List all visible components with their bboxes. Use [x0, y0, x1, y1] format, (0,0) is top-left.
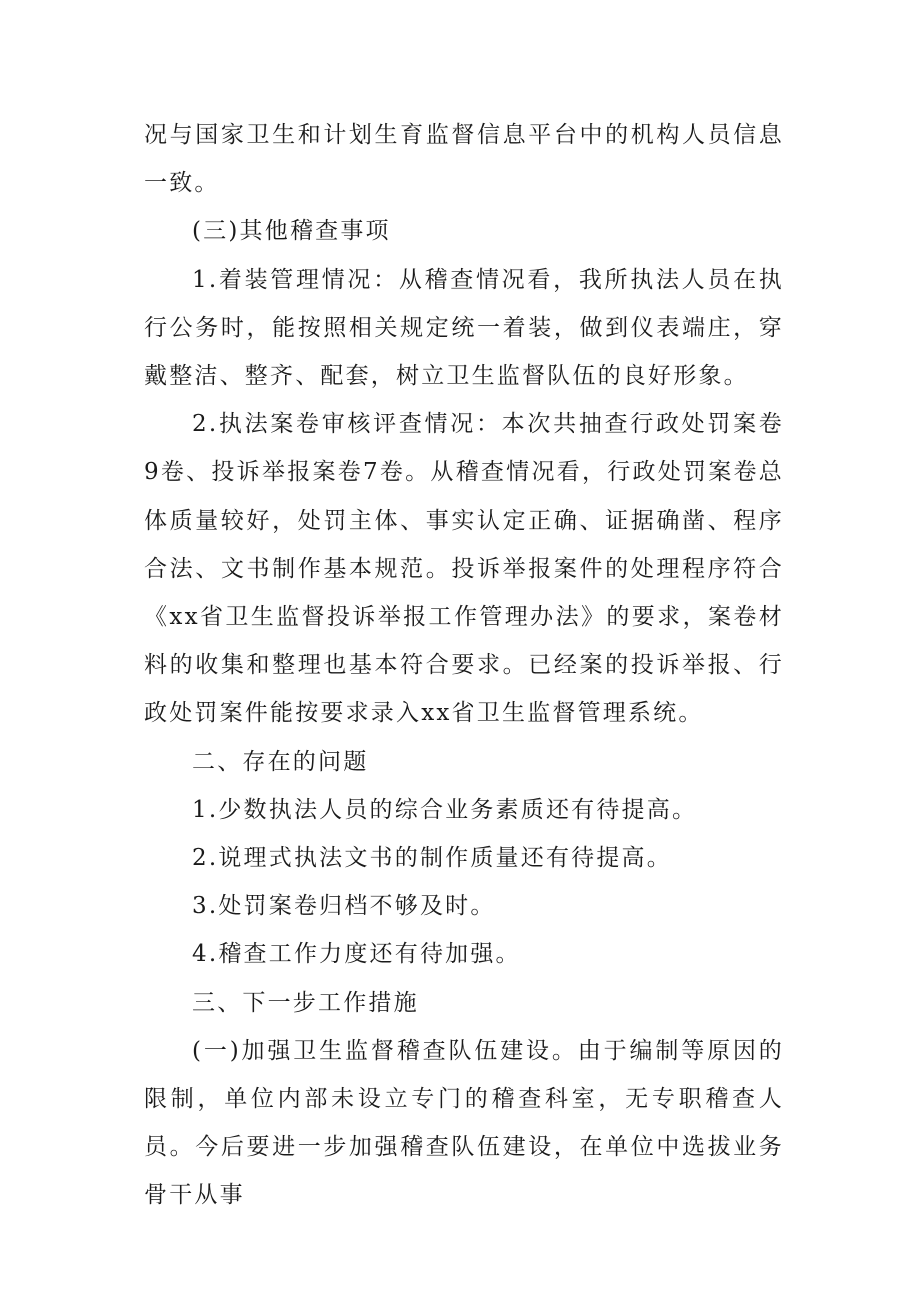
heading-existing-problems: 二、存在的问题 [192, 748, 369, 775]
problem-item-3: 3.处罚案卷归档不够及时。 [192, 893, 496, 920]
heading-other-audit-items: (三)其他稽查事项 [192, 218, 391, 245]
problem-item-1: 1.少数执法人员的综合业务素质还有待提高。 [192, 796, 698, 823]
paragraph-continuation: 况与国家卫生和计划生育监督信息平台中的机构人员信息一致。 [144, 122, 784, 197]
document-body [144, 111, 784, 1220]
problem-item-4: 4.稽查工作力度还有待加强。 [192, 941, 521, 968]
paragraph-case-file-review: 2.执法案卷审核评查情况：本次共抽查行政处罚案卷9卷、投诉举报案卷7卷。从稽查情况看，行政处罚案卷总体质量较好，处罚主体、事实认定正确、证据确凿、程序合法、文书制作基本规范。投诉举报案件的处理程序符合《xx省卫生监督投诉举报工作管理办法》的要求，案卷材料的收集和整理也基本符合要求。已经案的投诉举报、行政处罚案件能按要求录入xx省卫生监督管理系统。 [144, 411, 784, 727]
heading-next-steps: 三、下一步工作措施 [192, 989, 419, 1016]
paragraph-dress-management: 1.着装管理情况：从稽查情况看，我所执法人员在执行公务时，能按照相关规定统一着装，做到仪表端庄，穿戴整洁、整齐、配套，树立卫生监督队伍的良好形象。 [144, 266, 784, 390]
paragraph-team-building: (一)加强卫生监督稽查队伍建设。由于编制等原因的限制，单位内部未设立专门的稽查科室，无专职稽查人员。今后要进一步加强稽查队伍建设，在单位中选拔业务骨干从事 [144, 1037, 784, 1209]
problem-item-2: 2.说理式执法文书的制作质量还有待提高。 [192, 845, 672, 872]
